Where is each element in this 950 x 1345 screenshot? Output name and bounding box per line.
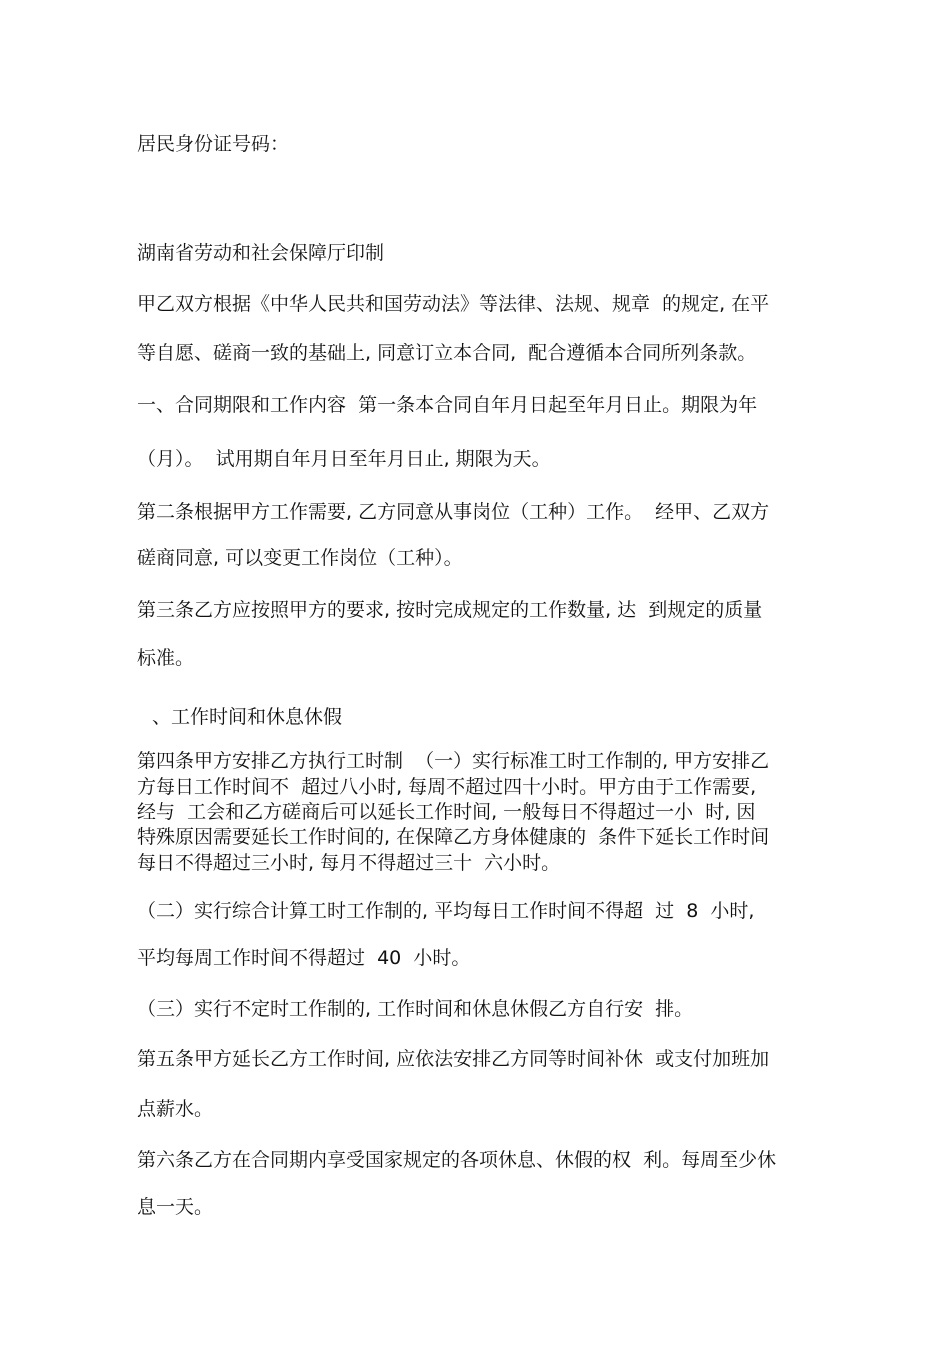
paragraph-line: （二）实行综合计算工时工作制的, 平均每日工作时间不得超 过 8 小时, — [137, 900, 755, 922]
paragraph-line: 等自愿、磋商一致的基础上, 同意订立本合同, 配合遵循本合同所列条款。 — [137, 342, 757, 364]
paragraph-line: 磋商同意, 可以变更工作岗位（工种）。 — [137, 547, 463, 569]
paragraph-line: 每日不得超过三小时, 每月不得超过三十 六小时。 — [137, 852, 561, 874]
paragraph-line: 第六条乙方在合同期内享受国家规定的各项休息、休假的权 利。每周至少休 — [137, 1149, 777, 1171]
paragraph-line: 特殊原因需要延长工作时间的, 在保障乙方身体健康的 条件下延长工作时间 — [137, 826, 770, 848]
paragraph-line: 平均每周工作时间不得超过 40 小时。 — [137, 947, 471, 969]
paragraph-line: 点薪水。 — [137, 1098, 214, 1120]
paragraph-line: （三）实行不定时工作制的, 工作时间和休息休假乙方自行安 排。 — [137, 998, 694, 1020]
paragraph-line: 方每日工作时间不 超过八小时, 每周不超过四十小时。甲方由于工作需要, — [137, 776, 757, 798]
paragraph-line: 第二条根据甲方工作需要, 乙方同意从事岗位（工种）工作。 经甲、乙双方 — [137, 501, 770, 523]
paragraph-line: 甲乙双方根据《中华人民共和国劳动法》等法律、法规、规章 的规定, 在平 — [137, 293, 770, 315]
paragraph-line: 第四条甲方安排乙方执行工时制 （一）实行标准工时工作制的, 甲方安排乙 — [137, 750, 770, 772]
paragraph-line: 第五条甲方延长乙方工作时间, 应依法安排乙方同等时间补休 或支付加班加 — [137, 1048, 770, 1070]
paragraph-line: 经与 工会和乙方磋商后可以延长工作时间, 一般每日不得超过一小 时, 因 — [137, 801, 756, 823]
paragraph-line: 息一天。 — [137, 1196, 214, 1218]
paragraph-line: 标准。 — [137, 647, 195, 669]
section-heading-line: 一、合同期限和工作内容 第一条本合同自年月日起至年月日止。期限为年 — [137, 394, 758, 416]
id-number-label: 居民身份证号码： — [137, 133, 290, 155]
paragraph-line: 第三条乙方应按照甲方的要求, 按时完成规定的工作数量, 达 到规定的质量 — [137, 599, 763, 621]
issuer-line: 湖南省劳动和社会保障厅印制 — [137, 242, 385, 264]
paragraph-line: （月）。 试用期自年月日至年月日止, 期限为天。 — [137, 448, 551, 470]
section-heading-line: 、工作时间和休息休假 — [152, 706, 343, 728]
